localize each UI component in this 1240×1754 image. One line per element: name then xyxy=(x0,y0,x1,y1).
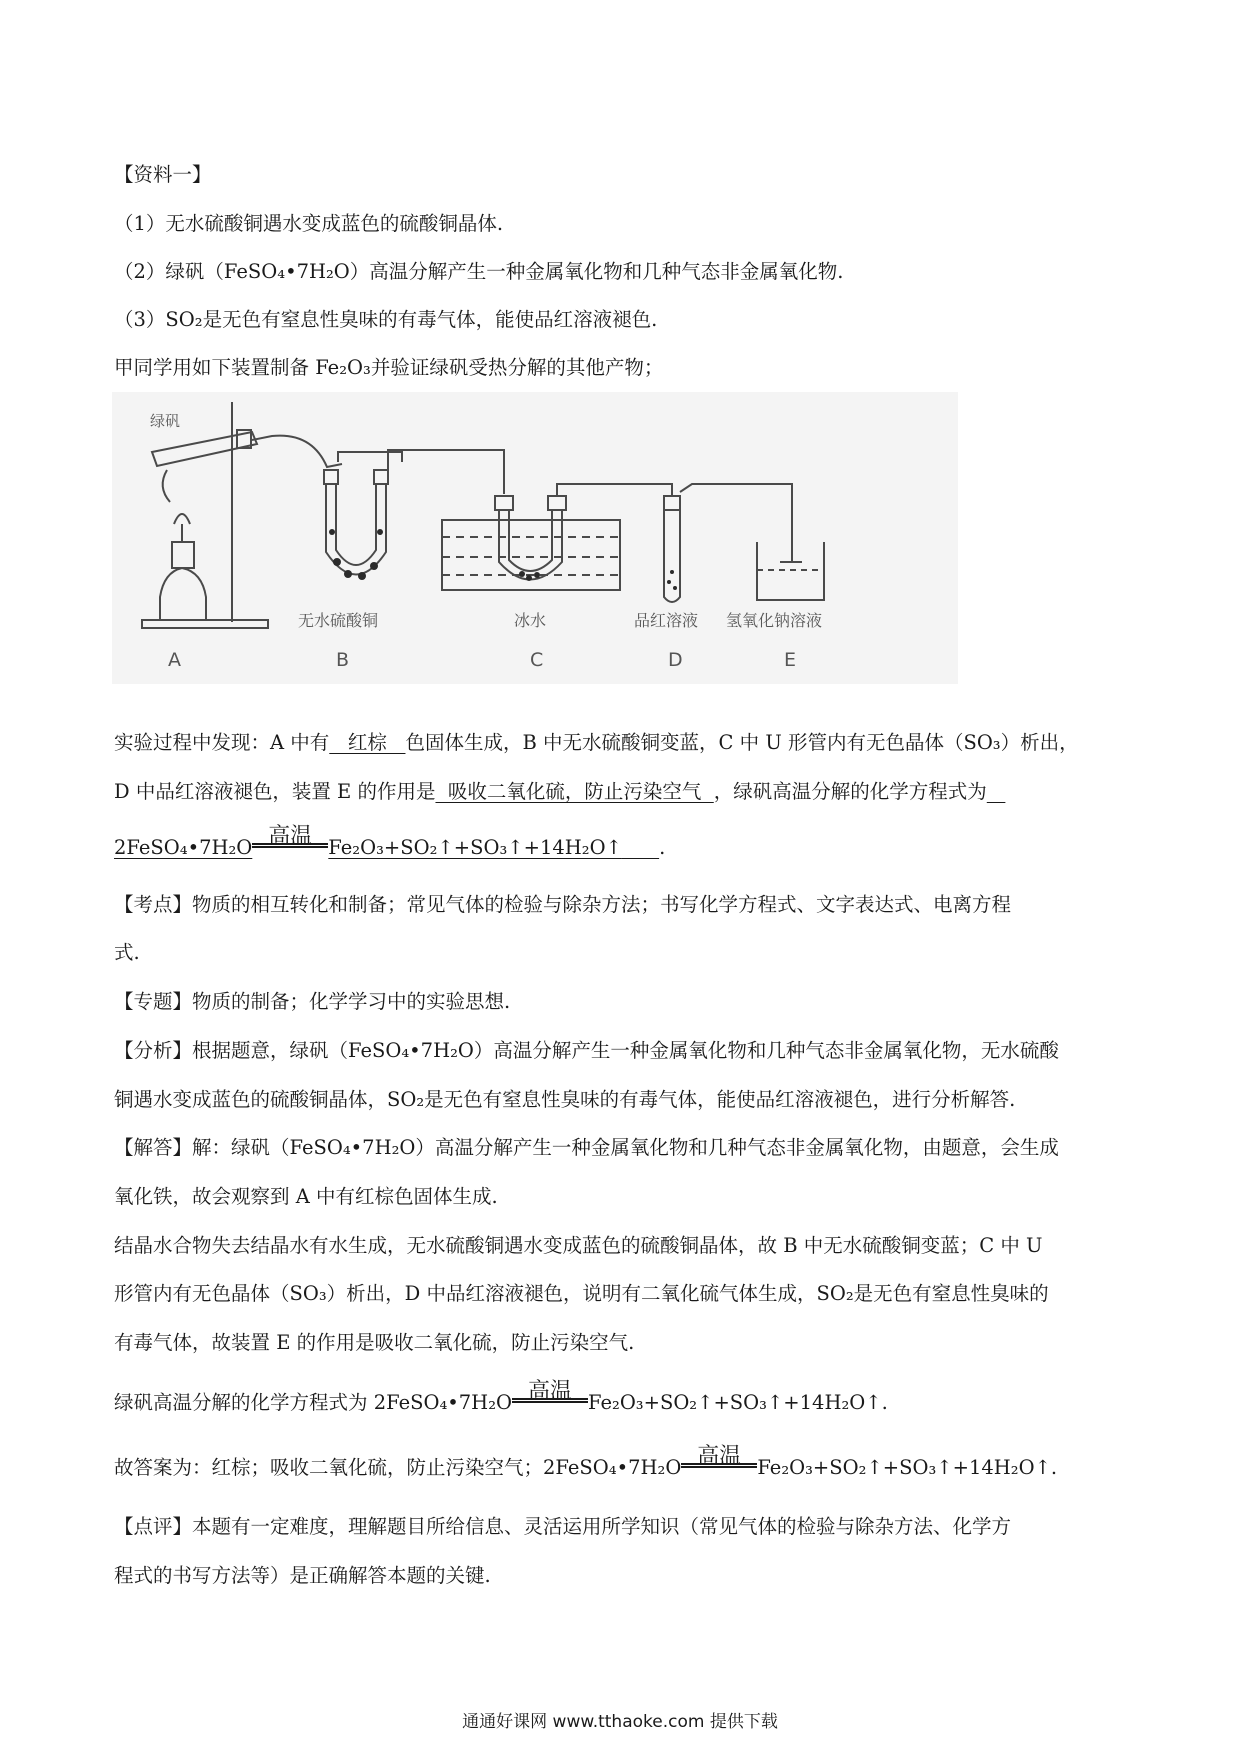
apparatus-figure xyxy=(112,392,958,684)
material-item-3: （3）SO₂是无色有窒息性臭味的有毒气体，能使品红溶液褪色. xyxy=(114,308,658,331)
material-heading: 【资料一】 xyxy=(114,163,212,186)
answer-blank-1: 红棕 xyxy=(329,731,406,754)
apparatus-c xyxy=(388,450,672,590)
label-reagent-b: 无水硫酸铜 xyxy=(298,611,379,630)
answer-line: 故答案为：红棕；吸收二氧化硫，防止污染空气；2FeSO₄•7H₂O 高温 Fe₂O₃+SO₂↑+SO₃↑+14H₂O↑. xyxy=(114,1453,1124,1483)
material-item-1: （1）无水硫酸铜遇水变成蓝色的硫酸铜晶体. xyxy=(114,212,504,235)
label-a: A xyxy=(168,649,181,671)
apparatus-d xyxy=(664,484,792,602)
kaodian: 【考点】物质的相互转化和制备；常见气体的检验与除杂方法；书写化学方程式、文字表达式、电离方程 xyxy=(114,893,1012,916)
jieda-line-1: 【解答】解：绿矾（FeSO₄•7H₂O）高温分解产生一种金属氧化物和几种气态非金属氧化物，由题意，会生成 xyxy=(114,1136,1059,1159)
question-line-2: D 中品红溶液褪色，装置 E 的作用是 吸收二氧化硫，防止污染空气 ，绿矾高温分解的化学方程式为 xyxy=(114,780,987,803)
answer-blank-2: 吸收二氧化硫，防止污染空气 xyxy=(435,780,714,803)
experiment-intro: 甲同学用如下装置制备 Fe₂O₃并验证绿矾受热分解的其他产物； xyxy=(114,356,664,379)
reaction-arrow: 高温 xyxy=(252,833,328,863)
label-reagent-c: 冰水 xyxy=(514,611,547,630)
dianping-line-2: 程式的书写方法等）是正确解答本题的关键. xyxy=(114,1564,491,1587)
zhuanti: 【专题】物质的制备；化学学习中的实验思想. xyxy=(114,990,511,1013)
fenxi-line-1: 【分析】根据题意，绿矾（FeSO₄•7H₂O）高温分解产生一种金属氧化物和几种气态非金属氧化物，无水硫酸 xyxy=(114,1039,1059,1062)
apparatus-b xyxy=(324,452,402,575)
fenxi-line-2: 铜遇水变成蓝色的硫酸铜晶体，SO₂是无色有窒息性臭味的有毒气体，能使品红溶液褪色，进行分析解答. xyxy=(114,1088,1016,1111)
kaodian-cont: 式. xyxy=(114,941,140,964)
material-item-2: （2）绿矾（FeSO₄•7H₂O）高温分解产生一种金属氧化物和几种气态非金属氧化物. xyxy=(114,260,844,283)
jieda-line-5: 有毒气体，故装置 E 的作用是吸收二氧化硫，防止污染空气. xyxy=(114,1331,635,1354)
label-c: C xyxy=(530,649,544,671)
apparatus-a xyxy=(142,402,342,628)
label-reagent-a: 绿矾 xyxy=(150,412,181,430)
question-equation: 2FeSO₄•7H₂O 高温 Fe₂O₃+SO₂↑+SO₃↑+14H₂O↑ . xyxy=(114,833,1124,863)
page-footer: 通通好课网 www.tthaoke.com 提供下载 xyxy=(462,1712,778,1732)
jieda-line-4: 形管内有无色晶体（SO₃）析出，D 中品红溶液褪色，说明有二氧化硫气体生成，SO₂是无色有窒息性臭味的 xyxy=(114,1282,1049,1305)
reaction-arrow: 高温 xyxy=(681,1453,757,1483)
label-reagent-d: 品红溶液 xyxy=(634,611,699,630)
label-d: D xyxy=(668,649,683,671)
jieda-line-3: 结晶水合物失去结晶水有水生成，无水硫酸铜遇水变成蓝色的硫酸铜晶体，故 B 中无水硫酸铜变蓝；C 中 U xyxy=(114,1234,1043,1257)
label-b: B xyxy=(336,649,350,671)
reaction-arrow: 高温 xyxy=(512,1388,588,1418)
question-line-1: 实验过程中发现：A 中有 红棕 色固体生成，B 中无水硫酸铜变蓝，C 中 U 形管内有无色晶体（SO₃）析出， xyxy=(114,731,1079,754)
apparatus-e xyxy=(757,542,824,600)
jieda-line-2: 氧化铁，故会观察到 A 中有红棕色固体生成. xyxy=(114,1185,498,1208)
dianping-line-1: 【点评】本题有一定难度，理解题目所给信息、灵活运用所学知识（常见气体的检验与除杂方法、化学方 xyxy=(114,1515,1012,1538)
label-reagent-e: 氢氧化钠溶液 xyxy=(726,611,823,630)
equation-line: 绿矾高温分解的化学方程式为 2FeSO₄•7H₂O 高温 Fe₂O₃+SO₂↑+SO₃↑+14H₂O↑. xyxy=(114,1388,1124,1418)
label-e: E xyxy=(784,649,797,671)
apparatus-diagram xyxy=(112,392,958,684)
